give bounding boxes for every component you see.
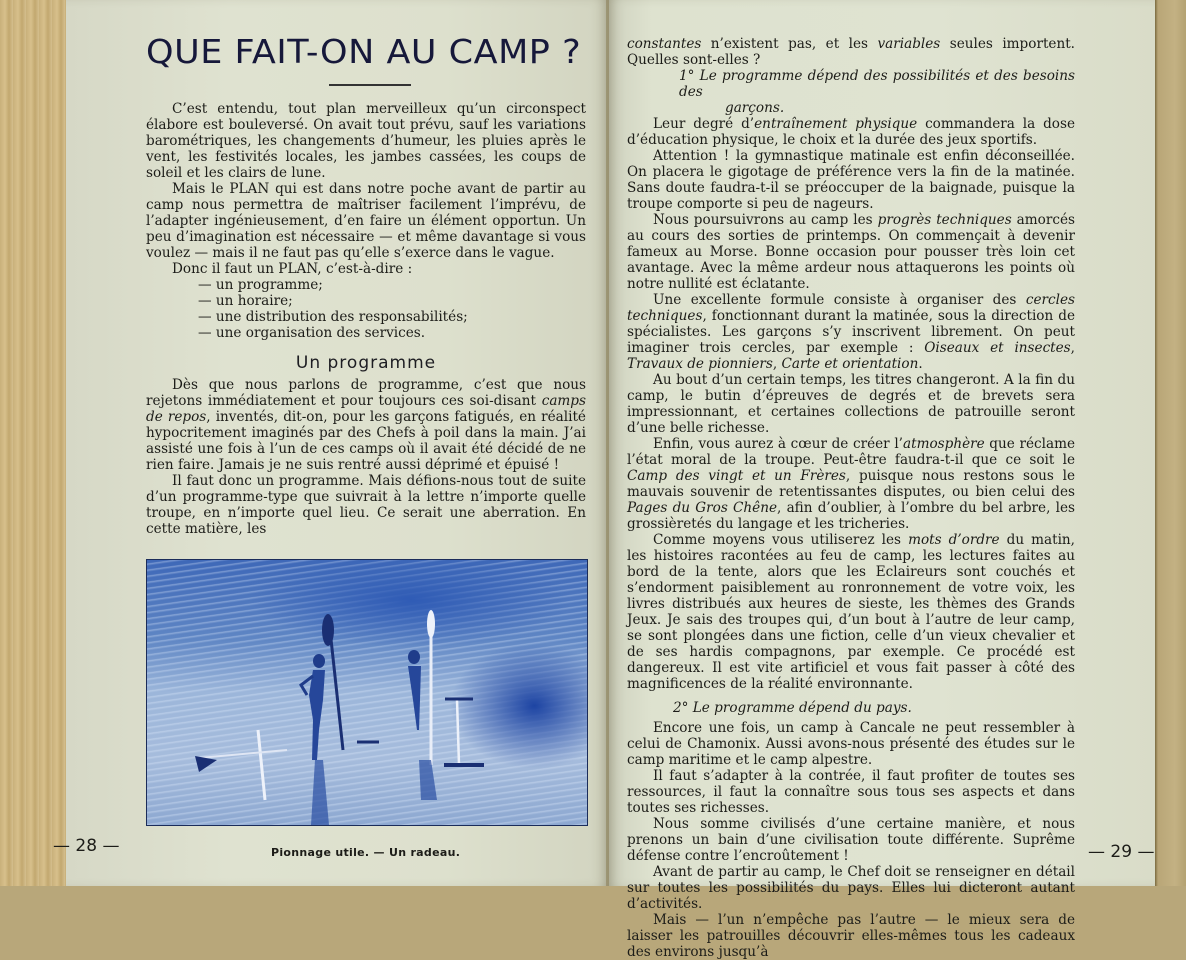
list-item: — un programme; — [198, 277, 323, 293]
paragraph-cercles — [627, 292, 1075, 372]
paragraph-donc: Donc il faut un PLAN, c’est-à-dire : — [172, 261, 413, 277]
paragraph-moyens — [627, 532, 1075, 692]
paragraph-intro: C’est entendu, tout plan merveilleux qu’un circonspect élabore est bouleversé. On avait tout prévu, sauf les variations barométriques, les changements d’humeur, les pluies après le vent, les festivités locales, les jambes cassées, les coups de soleil et les clairs de lune. — [146, 101, 586, 181]
italic-text: Camp des vingt et un Frères — [627, 468, 846, 484]
italic-text: entraînement physique — [754, 116, 918, 132]
heading-text: Le programme dépend des possibilités et des besoins des — [679, 68, 1076, 100]
title-rule-divider — [329, 84, 411, 86]
text-span: , — [1070, 340, 1075, 356]
heading-text-continued: garçons. — [725, 100, 785, 116]
text-span: , puisque nous restons sous le mauvais souvenir de retentissantes disputes, ou bien celui des — [627, 468, 1076, 500]
text-span: Comme moyens vous utiliserez les — [653, 532, 909, 548]
list-item: — un horaire; — [198, 293, 293, 309]
italic-text: variables — [877, 36, 941, 52]
italic-text: constantes — [627, 36, 702, 52]
italic-text: cercles techniques — [627, 292, 1075, 324]
heading-text: Le programme dépend du pays. — [692, 700, 912, 716]
text-span: commandera la dose d’éducation physique, le choix et la durée des jeux sportifs. — [627, 116, 1076, 148]
text-span: amorcés au cours des sorties de printemps. On commençait à devenir fameux au Morse. Bonne occasion pour pousser très loin cet avantage. Avec la même ardeur nous attaquerons les points où notre nullité est éclatante. — [627, 212, 1075, 292]
italic-text: Carte et orientation — [781, 356, 919, 372]
text-span: Leur degré d’ — [653, 116, 755, 132]
text-span: que réclame l’état moral de la troupe. Peut-être faudra-t-il que ce soit le — [627, 436, 1075, 468]
text-span: n’existent pas, et les — [701, 36, 878, 52]
subheading-2 — [627, 700, 1075, 716]
list-item: — une organisation des services. — [198, 325, 426, 341]
paragraph-mais: Mais — l’un n’empêche pas l’autre — le mieux sera de laisser les patrouilles découvrir elles-mêmes tous les cadeaux des environs jusqu’à — [627, 912, 1075, 960]
right-body-text — [627, 36, 1075, 960]
italic-text: atmosphère — [903, 436, 985, 452]
text-span: . — [918, 356, 923, 372]
text-span: , afin d’oublier, à l’ombre du bel arbre, les grossièretés du langage et les tricheries. — [627, 500, 1075, 532]
paragraph-programme-type: Il faut donc un programme. Mais défions-nous tout de suite d’un programme-type que suivrait à la lettre n’importe quelle troupe, en n’importe quel lieu. Ce serait une aberration. En cette matière, les — [146, 473, 586, 537]
paragraph-titres: Au bout d’un certain temps, les titres changeront. A la fin du camp, le butin d’épreuves de degrés et de brevets sera impressionnant, et certaines collections de patrouille seront d’une belle richesse. — [627, 372, 1075, 436]
photo-figures-illustration — [147, 560, 587, 825]
paragraph-progres — [627, 212, 1075, 292]
text-span: , — [772, 356, 782, 372]
text-span: Nous poursuivrons au camp les — [653, 212, 878, 228]
book-page-edges-right — [1155, 0, 1186, 886]
chapter-title: QUE FAIT-ON AU CAMP ? — [146, 32, 582, 71]
list-item: — une distribution des responsabilités; — [198, 309, 468, 325]
paragraph-plan: Mais le PLAN qui est dans notre poche avant de partir au camp nous permettra de maîtriser facilement l’imprévu, de l’adapter ingénieusement, d’en faire un élément opportun. Un peu d’imagination est nécessaire — et même davantage si vous voulez — mais il ne faut pas qu’elle s’exerce dans le vague. — [146, 181, 586, 261]
section-heading: Un programme — [295, 353, 437, 373]
heading-number: 1° — [679, 68, 695, 84]
subheading-1 — [627, 68, 1075, 116]
text-span: seules importent. Quelles sont-elles ? — [627, 36, 1075, 68]
italic-text: Travaux de pionniers — [627, 356, 773, 372]
page-number-right: — 29 — — [1088, 842, 1155, 862]
book-page-edges-left — [0, 0, 72, 886]
text-span: du matin, les histoires racontées au feu de camp, les lectures faites au bord de la tente, alors que les Eclaireurs sont couchés et s’endorment paisiblement au ronronnement de votre voix, les livres distribués aux heures de sieste, les thèmes des Grands Jeux. Je sais des troupes qui, d’un bout à l’autre de leur camp, se sont plongées dans une fiction, celle d’un vieux chevalier et de ses hardis compagnons, par exemple. Ce procédé est dangereux. Il est vite artificiel et vous fait passer à côté des magnificences de la réalité environnante. — [627, 532, 1075, 692]
text-span: Dès que nous parlons de programme, c’est que nous rejetons immédiatement et pour toujours ces soi-disant — [146, 377, 586, 409]
paragraph-avant: Avant de partir au camp, le Chef doit se renseigner en détail sur toutes les possibilités du pays. Elles lui dicteront autant d’activités. — [627, 864, 1075, 912]
photo-caption: Pionnage utile. — Un radeau. — [271, 846, 461, 859]
text-span: , inventés, dit-on, pour les garçons fatigués, en réalité hypocritement imaginés par des Chefs à poil dans la main. J’ai assisté une fois à l’un de ces camps où il avait été décidé de ne rien faire. Jamais je ne suis rentré aussi déprimé et épuisé ! — [146, 409, 586, 473]
paragraph-atmosphere — [627, 436, 1075, 532]
italic-text: progrès techniques — [877, 212, 1012, 228]
book-gutter — [606, 0, 609, 886]
paragraph-attention: Attention ! la gymnastique matinale est enfin déconseillée. On placera le gigotage de préférence vers la fin de la matinée. Sans doute faudra-t-il se préoccuper de la baignade, puisque la troupe comporte si peu de nageurs. — [627, 148, 1075, 212]
italic-text: camps de repos — [146, 393, 586, 425]
plan-list — [146, 277, 586, 341]
text-span: Une excellente formule consiste à organiser des — [653, 292, 1026, 308]
text-span: , fonctionnant durant la matinée, sous la direction de spécialistes. Les garçons s’y inscrivent librement. On peut imaginer trois cercles, par exemple : — [627, 308, 1075, 356]
text-span: Enfin, vous aurez à cœur de créer l’ — [653, 436, 903, 452]
paragraph-constantes — [627, 36, 1075, 68]
paragraph-civilises: Nous somme civilisés d’une certaine manière, et nous prenons un bain d’une civilisation toute différente. Suprême défense contre l’encroûtement ! — [627, 816, 1075, 864]
italic-text: Oiseaux et insectes — [924, 340, 1071, 356]
italic-text: Pages du Gros Chêne — [627, 500, 778, 516]
left-body-text — [146, 101, 586, 537]
paragraph-camps-de-repos — [146, 377, 586, 473]
heading-number: 2° — [673, 700, 689, 716]
photo-raft-scouts — [146, 559, 588, 826]
italic-text: mots d’ordre — [908, 532, 1000, 548]
page-number-left: — 28 — — [53, 836, 120, 856]
paragraph-entrainement — [627, 116, 1075, 148]
paragraph-cancale: Encore une fois, un camp à Cancale ne peut ressembler à celui de Chamonix. Aussi avons-nous présenté des études sur le camp maritime et le camp alpestre. — [627, 720, 1075, 768]
paragraph-adapter: Il faut s’adapter à la contrée, il faut profiter de toutes ses ressources, il faut la connaître sous tous ses aspects et dans toutes ses richesses. — [627, 768, 1075, 816]
